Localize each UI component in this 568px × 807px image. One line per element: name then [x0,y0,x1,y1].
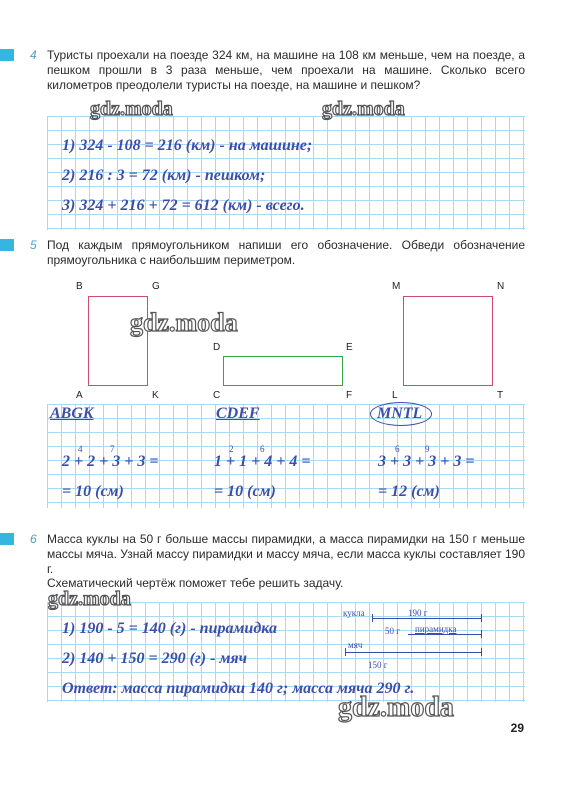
diagram-diff-label: 50 г [385,626,400,636]
task-6-marker [0,533,14,545]
task-5-number: 5 [30,238,37,252]
vertex-label: T [497,390,504,401]
diagram-doll-segment [372,618,482,619]
diagram-ball-segment [345,652,482,653]
diagram-tick [481,630,482,638]
diagram-tick [481,614,482,622]
task-6-text: Масса куклы на 50 г больше массы пирамидки, а масса пирамидки на 150 г меньше массы мяча. Узнай массу пирамидки и массу мяча, если масса куклы составляет 190 г. [47,532,525,576]
rectangle-mntl [403,296,493,386]
rectangle-cdef [223,356,343,386]
vertex-label: E [346,342,353,353]
diagram-tick [345,648,346,656]
diagram-tick [481,648,482,656]
vertex-label: L [392,390,398,401]
task-6-line-1: 1) 190 - 5 = 140 (г) - пирамидка [62,620,277,637]
vertex-label: C [213,390,221,401]
diagram-pyramid-label: пирамидка [415,624,457,634]
task-5-marker [0,239,14,251]
rect-3-result: = 12 (см) [378,483,440,500]
rect-1-name: ABGK [50,405,94,422]
watermark: gdz.moda [338,692,454,723]
carry-digit: 6 [395,444,400,454]
vertex-label: K [152,390,159,401]
rect-1-result: = 10 (см) [62,483,124,500]
watermark: gdz.moda [130,308,238,337]
rect-3-expression: 3 + 3 + 3 + 3 = [378,453,475,470]
vertex-label: A [76,390,83,401]
rect-2-result: = 10 (см) [214,483,276,500]
diagram-tick [372,614,373,622]
diagram-pyramid-segment [408,634,482,635]
diagram-doll-label: кукла [343,608,365,618]
rect-2-expression: 1 + 1 + 4 + 4 = [214,453,311,470]
vertex-label: F [346,390,353,401]
vertex-label: G [152,281,160,292]
task-6-hint: Схематический чертёж поможет тебе решить задачу. [47,576,344,590]
carry-digit: 4 [78,444,83,454]
diagram-ball-label: мяч [348,640,363,650]
task-4-line-2: 2) 216 : 3 = 72 (км) - пешком; [62,167,266,184]
task-4-number: 4 [30,48,37,62]
rect-3-name: MNTL [377,405,423,422]
rect-2-name: CDEF [216,405,260,422]
page-number: 29 [510,721,524,735]
carry-digit: 6 [260,444,265,454]
vertex-label: N [497,281,505,292]
diagram-doll-value: 190 г [408,608,428,618]
watermark: gdz.moda [48,588,131,610]
task-6-answer: Ответ: масса пирамидки 140 г; масса мяча 290 г. [62,680,415,697]
watermark: gdz.moda [322,98,405,120]
task-4-line-1: 1) 324 - 108 = 216 (км) - на машине; [62,137,313,154]
vertex-label: B [76,281,83,292]
carry-digit: 7 [110,444,115,454]
rect-1-expression: 2 + 2 + 3 + 3 = [62,453,159,470]
diagram-ball-diff-label: 150 г [368,660,388,670]
task-4-text: Туристы проехали на поезде 324 км, на машине на 108 км меньше, чем на поезде, а пешком прошли в 3 раза меньше, чем проехали на машине. Сколько всего километров преодолели туристы на поезде, на машине и пешком? [47,48,525,92]
vertex-label: D [213,342,221,353]
task-6-number: 6 [30,532,37,546]
watermark: gdz.moda [90,98,173,120]
task-5-text: Под каждым прямоугольником напиши его обозначение. Обведи обозначение прямоугольника с наибольшим периметром. [47,238,525,267]
carry-digit: 9 [425,444,430,454]
vertex-label: M [392,281,401,292]
task-4-line-3: 3) 324 + 216 + 72 = 612 (км) - всего. [62,197,305,214]
task-4-marker [0,49,14,61]
carry-digit: 2 [229,444,234,454]
task-6-line-2: 2) 140 + 150 = 290 (г) - мяч [62,650,248,667]
